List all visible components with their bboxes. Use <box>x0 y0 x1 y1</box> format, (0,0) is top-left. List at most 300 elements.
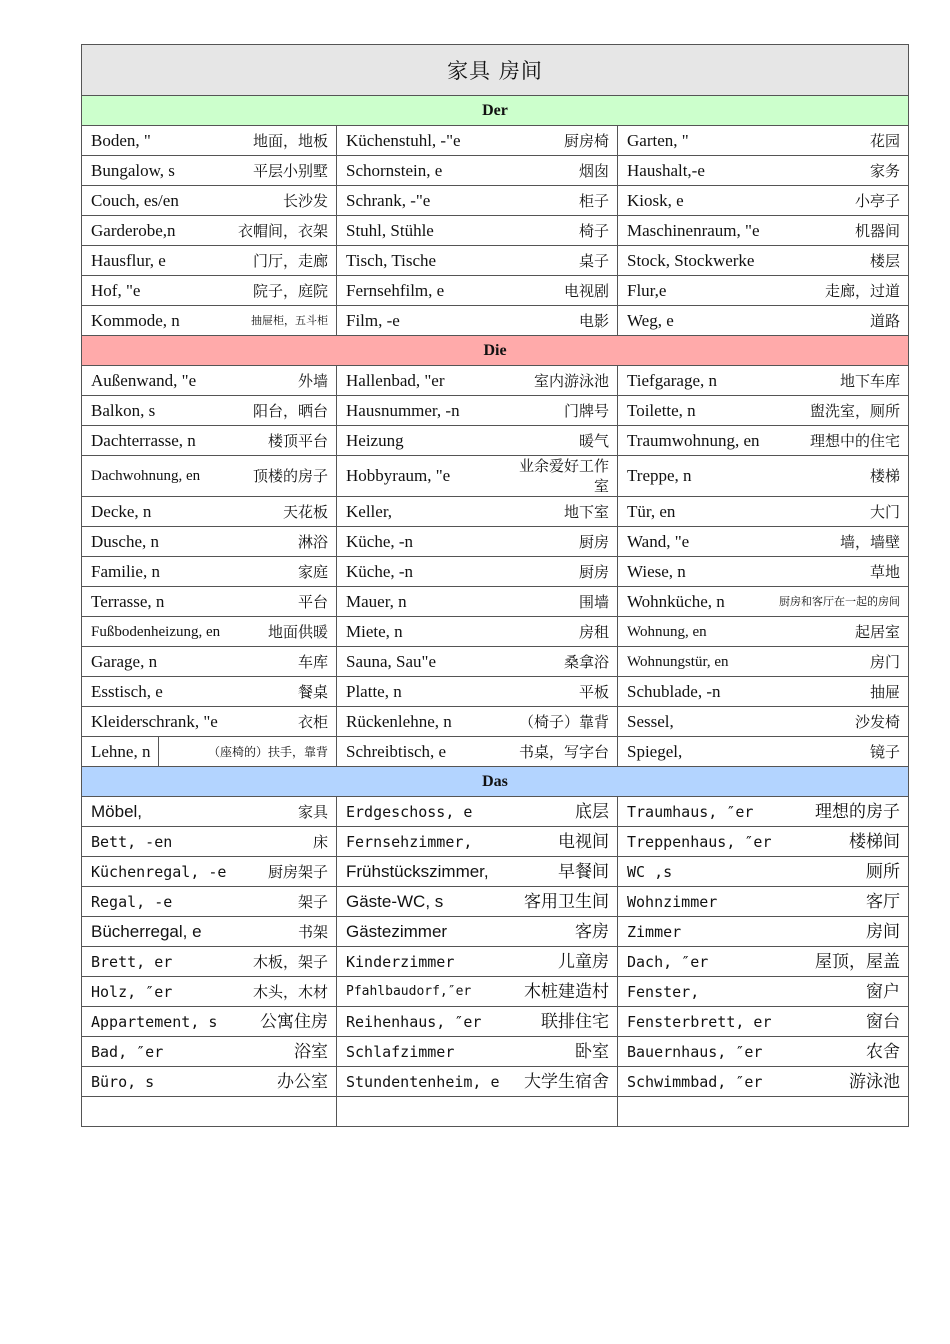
vocab-cell <box>337 677 618 707</box>
vocab-row <box>82 827 909 857</box>
german-word: Fenster, <box>627 982 700 1001</box>
chinese-meaning: 起居室 <box>855 622 901 641</box>
german-word: Schublade, -n <box>627 681 721 701</box>
german-word: Zimmer <box>627 922 682 941</box>
chinese-meaning: 地下车库 <box>840 371 901 390</box>
german-word: Stock, Stockwerke <box>627 250 755 270</box>
german-word: Fernsehzimmer, <box>346 832 473 851</box>
chinese-meaning: 顶楼的房子 <box>252 467 328 485</box>
vocab-cell <box>618 156 909 186</box>
chinese-meaning: 机器间 <box>855 221 901 240</box>
vocab-row <box>82 1037 909 1067</box>
german-word: Fensterbrett, er <box>627 1012 772 1031</box>
chinese-meaning: 木头，木材 <box>252 982 328 1001</box>
german-word: Wohnküche, n <box>627 591 725 611</box>
chinese-meaning: 盥洗室，厕所 <box>810 401 901 420</box>
chinese-meaning: 平台 <box>297 592 328 611</box>
vocab-row <box>82 216 909 246</box>
vocab-cell <box>337 617 618 647</box>
german-word: Boden, " <box>91 130 151 150</box>
german-word: Traumhaus, ″er <box>627 802 754 821</box>
chinese-meaning: 抽屉 <box>870 682 901 701</box>
chinese-meaning: 书架 <box>297 922 328 941</box>
vocab-cell <box>337 977 618 1007</box>
german-word: Büro, s <box>91 1072 155 1091</box>
vocab-row <box>82 857 909 887</box>
german-word: Wohnzimmer <box>627 892 718 911</box>
vocab-cell <box>618 186 909 216</box>
german-word: Tür, en <box>627 501 676 521</box>
vocab-cell <box>337 497 618 527</box>
vocab-row <box>82 396 909 426</box>
chinese-meaning: 卧室 <box>575 1041 609 1062</box>
german-word: Traumwohnung, en <box>627 430 760 450</box>
chinese-meaning: 墙，墙壁 <box>840 532 901 551</box>
german-word: Kiosk, e <box>627 190 684 210</box>
vocab-row <box>82 527 909 557</box>
german-word: Dachwohnung, en <box>91 468 201 484</box>
chinese-meaning: 烟囱 <box>578 161 609 180</box>
chinese-meaning: 平层小别墅 <box>252 161 328 180</box>
german-word: Tisch, Tische <box>346 250 437 270</box>
vocab-row <box>82 456 909 497</box>
german-word: Wohnungstür, en <box>627 653 729 670</box>
german-word: Keller, <box>346 501 393 521</box>
vocab-cell <box>82 246 337 276</box>
vocab-cell <box>618 587 909 617</box>
german-word: Küchenstuhl, -"e <box>346 130 461 150</box>
vocab-cell <box>82 497 337 527</box>
chinese-meaning: 楼梯 <box>870 467 901 485</box>
german-word: Kinderzimmer <box>346 952 455 971</box>
vocab-cell <box>82 366 337 396</box>
chinese-meaning: 衣柜 <box>297 712 328 731</box>
german-word: Haushalt,-e <box>627 160 705 180</box>
chinese-meaning: 镜子 <box>870 742 901 761</box>
vocabulary-table <box>81 44 909 1127</box>
vocab-row <box>82 887 909 917</box>
vocab-row <box>82 557 909 587</box>
german-word: Holz, ″er <box>91 982 173 1001</box>
german-word: Toilette, n <box>627 400 696 420</box>
vocab-cell <box>82 617 337 647</box>
chinese-meaning: 沙发椅 <box>855 712 901 731</box>
vocab-cell <box>337 647 618 677</box>
german-word: Schwimmbad, ″er <box>627 1072 763 1091</box>
german-word: Fußbodenheizung, en <box>91 623 221 640</box>
vocab-row <box>82 246 909 276</box>
vocab-cell <box>618 497 909 527</box>
german-word: Decke, n <box>91 501 152 521</box>
chinese-meaning: 房租 <box>578 622 609 641</box>
vocab-row <box>82 617 909 647</box>
vocab-cell <box>618 557 909 587</box>
vocab-row <box>82 186 909 216</box>
vocab-cell <box>82 917 337 947</box>
vocab-cell <box>618 617 909 647</box>
german-word: Bett, -en <box>91 832 173 851</box>
chinese-meaning: 窗户 <box>866 981 901 1002</box>
german-word: Dach, ″er <box>627 952 709 971</box>
german-word: Gäste-WC, s <box>346 891 444 911</box>
chinese-meaning: 屋顶，屋盖 <box>815 951 901 972</box>
chinese-meaning: 电视剧 <box>563 281 609 300</box>
vocab-row <box>82 737 909 767</box>
chinese-meaning: 厨房架子 <box>267 862 328 881</box>
vocab-cell <box>82 737 337 767</box>
german-word: Garderobe,n <box>91 220 176 240</box>
vocab-cell <box>337 246 618 276</box>
german-word: Möbel, <box>91 801 143 821</box>
section-header-das: Das <box>82 767 909 797</box>
vocab-cell <box>82 647 337 677</box>
chinese-meaning: 厨房 <box>578 532 609 551</box>
vocab-cell <box>337 126 618 156</box>
chinese-meaning: 门牌号 <box>563 401 609 420</box>
chinese-meaning: 道路 <box>870 311 901 330</box>
german-word: Platte, n <box>346 681 402 701</box>
chinese-meaning: 淋浴 <box>297 532 328 551</box>
german-word: Dusche, n <box>91 531 159 551</box>
vocab-cell <box>618 827 909 857</box>
chinese-meaning: 客用卫生间 <box>524 891 609 912</box>
vocab-cell <box>337 396 618 426</box>
section-header-die: Die <box>82 336 909 366</box>
vocab-cell <box>82 426 337 456</box>
german-word: Film, -e <box>346 310 400 330</box>
chinese-meaning: 底层 <box>575 801 609 822</box>
german-word: Wand, "e <box>627 531 690 551</box>
chinese-meaning: 桌子 <box>578 251 609 270</box>
chinese-meaning: 木板，架子 <box>252 952 328 971</box>
vocab-cell <box>82 186 337 216</box>
vocab-row <box>82 426 909 456</box>
vocab-cell <box>618 887 909 917</box>
german-word: Schlafzimmer <box>346 1042 455 1061</box>
chinese-meaning: 木桩建造村 <box>524 981 609 1002</box>
vocab-cell <box>82 527 337 557</box>
vocab-cell <box>82 1007 337 1037</box>
vocab-cell <box>618 366 909 396</box>
vocab-cell <box>337 1067 618 1097</box>
vocab-cell <box>618 1067 909 1097</box>
vocab-row <box>82 977 909 1007</box>
chinese-meaning: 长沙发 <box>282 191 328 210</box>
chinese-meaning: 楼顶平台 <box>267 431 328 450</box>
vocab-cell <box>618 426 909 456</box>
chinese-meaning: 车库 <box>297 652 328 671</box>
section-header-row <box>82 336 909 366</box>
vocab-cell <box>337 587 618 617</box>
vocab-cell <box>618 216 909 246</box>
german-word: Kleiderschrank, "e <box>91 711 218 731</box>
vocab-cell <box>618 126 909 156</box>
vocab-cell <box>82 947 337 977</box>
german-word: Weg, e <box>627 310 674 330</box>
vocab-cell <box>337 366 618 396</box>
empty-cell <box>337 1097 618 1127</box>
german-word: Mauer, n <box>346 591 407 611</box>
vocab-cell <box>618 857 909 887</box>
german-word: Bad, ″er <box>91 1042 164 1061</box>
chinese-meaning: 围墙 <box>578 592 609 611</box>
vocab-cell <box>82 276 337 306</box>
chinese-meaning: （座椅的）扶手，靠背 <box>207 745 328 759</box>
german-word: Garage, n <box>91 651 158 671</box>
chinese-meaning: 床 <box>312 832 328 851</box>
vocab-cell <box>618 456 909 497</box>
vocab-row <box>82 587 909 617</box>
chinese-meaning: 农舍 <box>866 1041 901 1062</box>
chinese-meaning: 室内游泳池 <box>533 371 609 390</box>
chinese-meaning: 书桌，写字台 <box>518 742 609 761</box>
german-word: Hausflur, e <box>91 250 166 270</box>
chinese-meaning: 业余爱好工作室 <box>518 457 609 495</box>
empty-cell <box>82 1097 337 1127</box>
page-title: 家具 房间 <box>82 45 909 96</box>
german-word: Sessel, <box>627 711 674 731</box>
chinese-meaning: 理想中的住宅 <box>810 431 901 450</box>
vocab-cell <box>82 216 337 246</box>
vocab-cell <box>337 426 618 456</box>
vocab-cell <box>337 1037 618 1067</box>
vocab-row <box>82 647 909 677</box>
chinese-meaning: 架子 <box>297 892 328 911</box>
german-word: Rückenlehne, n <box>346 711 452 731</box>
vocab-cell <box>82 587 337 617</box>
vocab-cell <box>618 647 909 677</box>
chinese-meaning: 柜子 <box>578 191 609 210</box>
chinese-meaning: 办公室 <box>277 1071 328 1092</box>
section-header-row <box>82 96 909 126</box>
german-word: Bungalow, s <box>91 160 175 180</box>
vocab-cell <box>618 306 909 336</box>
section-header-row <box>82 767 909 797</box>
vocab-cell <box>82 677 337 707</box>
title-row <box>82 45 909 96</box>
vocab-cell <box>82 156 337 186</box>
german-word: Küche, -n <box>346 561 414 581</box>
german-word: Küche, -n <box>346 531 414 551</box>
chinese-meaning: 厕所 <box>866 861 901 882</box>
chinese-meaning: 地面供暖 <box>267 622 328 641</box>
vocab-cell <box>337 156 618 186</box>
vocab-cell <box>82 396 337 426</box>
vocab-cell <box>82 1037 337 1067</box>
chinese-meaning: 楼层 <box>870 251 901 270</box>
vocab-row <box>82 1007 909 1037</box>
chinese-meaning: 房门 <box>870 652 901 671</box>
vocab-cell <box>82 1067 337 1097</box>
vocab-row <box>82 917 909 947</box>
chinese-meaning: 门厅，走廊 <box>252 251 328 270</box>
german-word: Wiese, n <box>627 561 686 581</box>
german-word: Gästezimmer <box>346 921 448 941</box>
chinese-meaning: 院子，庭院 <box>252 281 328 300</box>
chinese-meaning: 天花板 <box>282 502 328 521</box>
vocab-cell <box>618 797 909 827</box>
chinese-meaning: 浴室 <box>294 1041 328 1062</box>
german-word: Pfahlbaudorf,″er <box>346 983 472 999</box>
german-word: Hallenbad, "er <box>346 370 445 390</box>
german-word: Balkon, s <box>91 400 156 420</box>
chinese-meaning: 联排住宅 <box>541 1011 609 1032</box>
vocab-cell <box>337 216 618 246</box>
german-word: Frühstückszimmer, <box>346 861 489 881</box>
vocab-cell <box>618 947 909 977</box>
vocab-row <box>82 1067 909 1097</box>
vocab-cell <box>618 917 909 947</box>
chinese-meaning: 厨房和客厅在一起的房间 <box>779 594 901 608</box>
chinese-meaning: 大门 <box>870 502 901 521</box>
german-word: Schornstein, e <box>346 160 443 180</box>
chinese-meaning: 电视间 <box>558 831 609 852</box>
german-word: Couch, es/en <box>91 190 179 210</box>
chinese-meaning: （椅子）靠背 <box>518 712 609 731</box>
german-word: Schreibtisch, e <box>346 741 447 761</box>
vocab-cell <box>618 396 909 426</box>
chinese-meaning: 公寓住房 <box>260 1011 328 1032</box>
vocab-cell <box>618 707 909 737</box>
vocab-cell <box>618 1007 909 1037</box>
german-word: Esstisch, e <box>91 681 163 701</box>
chinese-meaning: 理想的房子 <box>815 801 901 822</box>
german-word: Bücherregal, e <box>91 921 202 941</box>
vocab-cell <box>82 797 337 827</box>
chinese-meaning: 外墙 <box>297 371 328 390</box>
german-word: Reihenhaus, ″er <box>346 1012 482 1031</box>
vocab-cell <box>618 737 909 767</box>
german-word: Brett, er <box>91 952 173 971</box>
german-word: Treppe, n <box>627 466 692 485</box>
vocab-cell <box>82 887 337 917</box>
german-word: Kommode, n <box>91 310 180 330</box>
vocab-cell <box>337 797 618 827</box>
vocab-row <box>82 677 909 707</box>
chinese-meaning: 儿童房 <box>558 951 609 972</box>
german-word: Spiegel, <box>627 741 683 761</box>
german-word: WC ,s <box>627 862 673 881</box>
vocab-row <box>82 126 909 156</box>
german-word: Dachterrasse, n <box>91 430 196 450</box>
chinese-meaning: 大学生宿舍 <box>524 1071 609 1092</box>
vocab-row <box>82 707 909 737</box>
german-word: Fernsehfilm, e <box>346 280 445 300</box>
chinese-meaning: 走廊，过道 <box>825 281 901 300</box>
vocab-cell <box>337 827 618 857</box>
vocab-cell <box>337 737 618 767</box>
german-word: Erdgeschoss, e <box>346 802 473 821</box>
german-word: Hobbyraum, "e <box>346 466 451 485</box>
vocab-cell <box>82 707 337 737</box>
vocab-cell <box>337 527 618 557</box>
german-word: Appartement, s <box>91 1012 218 1031</box>
vocab-row <box>82 797 909 827</box>
german-word: Wohnung, en <box>627 623 707 640</box>
empty-cell <box>618 1097 909 1127</box>
vocab-cell <box>337 707 618 737</box>
chinese-meaning: 早餐间 <box>558 861 609 882</box>
vocab-cell <box>82 306 337 336</box>
chinese-meaning: 阳台，晒台 <box>252 401 328 420</box>
chinese-meaning: 小亭子 <box>855 191 901 210</box>
german-word: Bauernhaus, ″er <box>627 1042 763 1061</box>
chinese-meaning: 花园 <box>870 131 901 150</box>
german-word: Familie, n <box>91 561 160 581</box>
empty-row <box>82 1097 909 1127</box>
chinese-meaning: 家庭 <box>297 562 328 581</box>
vocab-cell <box>82 827 337 857</box>
german-word: Miete, n <box>346 621 403 641</box>
german-word: Sauna, Sau"e <box>346 651 437 671</box>
chinese-meaning: 地面，地板 <box>252 131 328 150</box>
vocab-cell <box>618 677 909 707</box>
vocab-cell <box>82 126 337 156</box>
german-word: Stuhl, Stühle <box>346 220 434 240</box>
german-word: Heizung <box>346 430 404 450</box>
vocab-cell <box>618 276 909 306</box>
vocab-cell <box>82 557 337 587</box>
vocab-cell <box>337 857 618 887</box>
german-word: Garten, " <box>627 130 689 150</box>
vocab-row <box>82 276 909 306</box>
chinese-meaning: 窗台 <box>866 1011 901 1032</box>
chinese-meaning: 楼梯间 <box>849 831 901 852</box>
vocab-cell <box>337 947 618 977</box>
german-word: Lehne, n <box>82 737 159 766</box>
german-word: Hausnummer, -n <box>346 400 460 420</box>
german-word: Schrank, -"e <box>346 190 431 210</box>
vocab-cell <box>337 186 618 216</box>
german-word: Stundentenheim, e <box>346 1072 500 1091</box>
chinese-meaning: 平板 <box>578 682 609 701</box>
section-header-der: Der <box>82 96 909 126</box>
chinese-meaning: 抽屉柜，五斗柜 <box>251 313 328 327</box>
vocab-cell <box>82 857 337 887</box>
german-word: Küchenregal, -e <box>91 862 227 881</box>
vocab-row <box>82 366 909 396</box>
vocab-row <box>82 156 909 186</box>
vocab-cell <box>337 557 618 587</box>
vocab-cell <box>337 276 618 306</box>
vocab-cell <box>618 246 909 276</box>
chinese-meaning: 餐桌 <box>297 682 328 701</box>
chinese-meaning: 房间 <box>866 921 901 942</box>
chinese-meaning: 厨房椅 <box>563 131 609 150</box>
vocab-cell <box>337 306 618 336</box>
chinese-meaning: 衣帽间，衣架 <box>237 221 328 240</box>
german-word: Flur,e <box>627 280 667 300</box>
chinese-meaning: 桑拿浴 <box>563 652 609 671</box>
german-word: Tiefgarage, n <box>627 370 718 390</box>
vocab-cell <box>337 1007 618 1037</box>
chinese-meaning: 游泳池 <box>849 1071 901 1092</box>
chinese-meaning: 客厅 <box>866 891 901 912</box>
chinese-meaning: 客房 <box>575 921 609 942</box>
german-word: Regal, -e <box>91 892 173 911</box>
chinese-meaning: 地下室 <box>563 502 609 521</box>
vocab-cell <box>82 456 337 497</box>
vocab-row <box>82 497 909 527</box>
chinese-meaning: 电影 <box>578 311 609 330</box>
german-word: Terrasse, n <box>91 591 165 611</box>
chinese-meaning: 椅子 <box>578 221 609 240</box>
vocab-row <box>82 947 909 977</box>
vocab-cell <box>618 977 909 1007</box>
chinese-meaning: 草地 <box>870 562 901 581</box>
chinese-meaning: 暖气 <box>578 431 609 450</box>
german-word: Hof, "e <box>91 280 141 300</box>
